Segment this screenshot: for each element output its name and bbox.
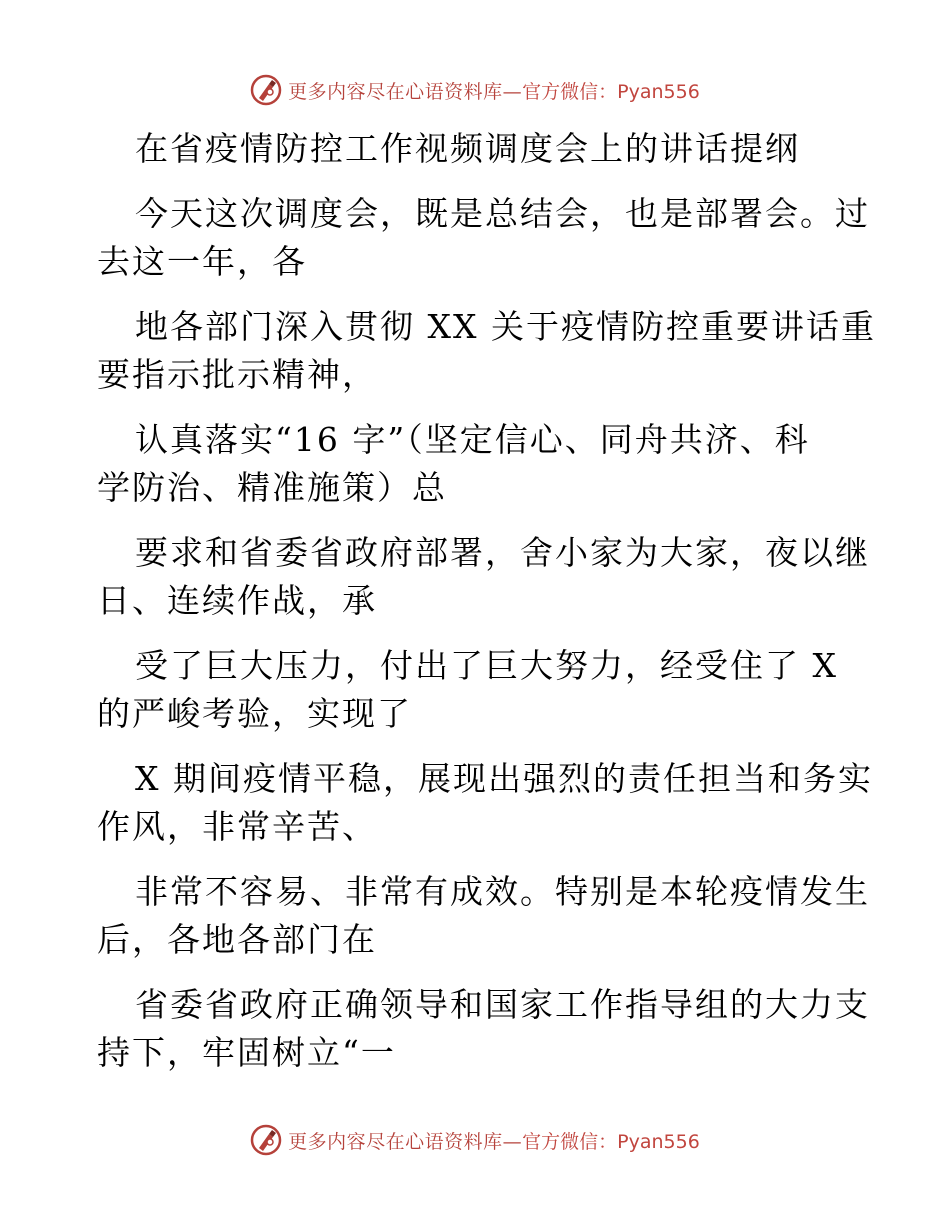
document-line: 后，各地各部门在 (97, 920, 377, 959)
document-line: 地各部门深入贯彻 XX 关于疫情防控重要讲话重 (135, 306, 876, 346)
document-line: 去这一年，各 (97, 242, 307, 281)
document-line: X 期间疫情平稳，展现出强烈的责任担当和务实 (135, 758, 873, 798)
document-line: 作风，非常辛苦、 (97, 807, 377, 846)
fountain-pen-logo-icon (250, 1124, 282, 1156)
document-line: 要求和省委省政府部署，舍小家为大家，夜以继 (135, 532, 870, 572)
document-line: 认真落实“16 字”（坚定信心、同舟共济、科 (135, 419, 810, 459)
header-watermark (0, 70, 950, 110)
document-line: 省委省政府正确领导和国家工作指导组的大力支 (135, 984, 870, 1024)
document-lines (97, 190, 876, 1078)
fountain-pen-logo-icon (250, 74, 282, 106)
document-line: 学防治、精准施策）总 (97, 468, 447, 507)
footer-watermark (0, 1120, 950, 1160)
document-title: 在省疫情防控工作视频调度会上的讲话提纲 (135, 129, 800, 168)
document-line: 今天这次调度会，既是总结会，也是部署会。过 (135, 193, 870, 233)
document-line: 要指示批示精神， (97, 355, 377, 394)
document-line: 日、连续作战，承 (97, 581, 377, 620)
watermark-text: 更多内容尽在心语资料库— (288, 1130, 523, 1153)
watermark-contact: 官方微信：Pyan556 (522, 1130, 700, 1153)
document-line: 非常不容易、非常有成效。特别是本轮疫情发生 (135, 871, 870, 911)
document-line: 持下，牢固树立“一 (97, 1033, 396, 1072)
document-line: 的严峻考验，实现了 (97, 694, 412, 733)
watermark-contact: 官方微信：Pyan556 (522, 80, 700, 103)
document-line: 受了巨大压力，付出了巨大努力，经受住了 X (135, 645, 838, 685)
document-body (97, 125, 876, 1078)
watermark-text: 更多内容尽在心语资料库— (288, 80, 523, 103)
